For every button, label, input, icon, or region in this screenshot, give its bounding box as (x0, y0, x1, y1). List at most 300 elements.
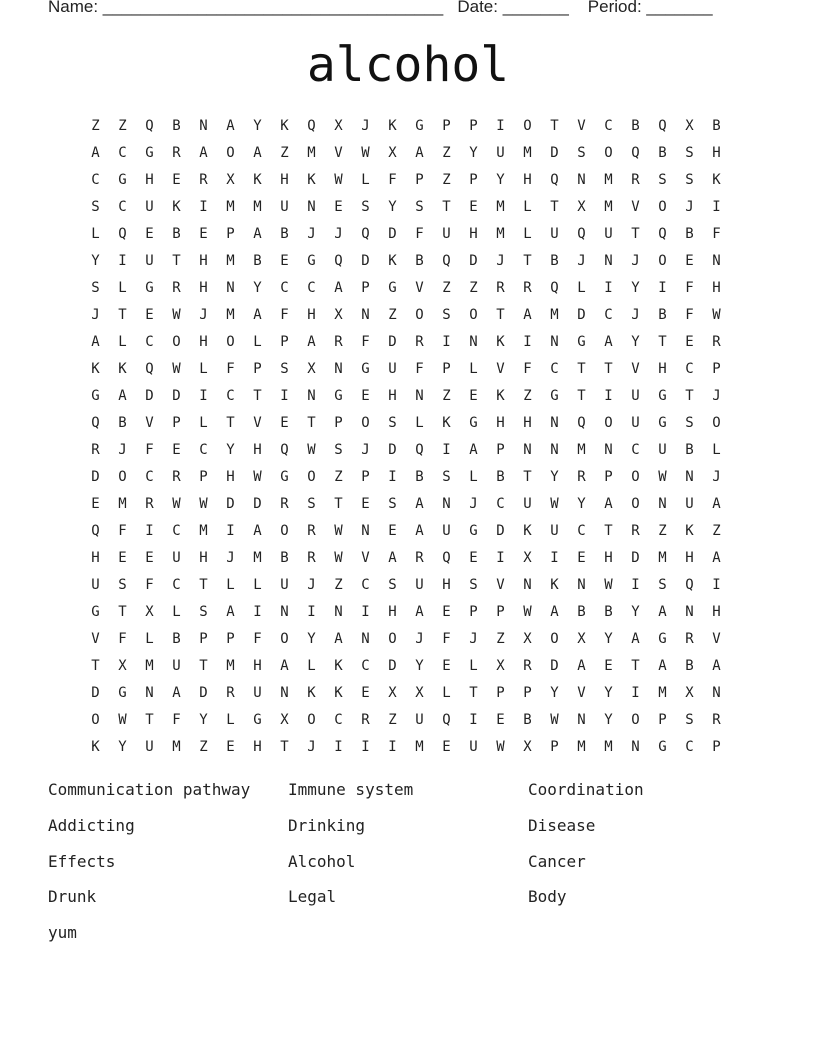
grid-letter[interactable]: X (577, 199, 586, 215)
grid-letter[interactable]: O (523, 118, 532, 134)
grid-letter[interactable]: I (550, 550, 559, 566)
grid-letter[interactable]: P (712, 739, 721, 755)
grid-letter[interactable]: I (361, 604, 370, 620)
grid-letter[interactable]: R (334, 334, 343, 350)
grid-letter[interactable]: X (685, 685, 694, 701)
grid-letter[interactable]: A (415, 604, 424, 620)
grid-letter[interactable]: G (118, 685, 127, 701)
grid-letter[interactable]: Z (388, 307, 397, 323)
grid-letter[interactable]: J (631, 307, 640, 323)
grid-letter[interactable]: E (442, 658, 451, 674)
grid-letter[interactable]: V (91, 631, 100, 647)
grid-letter[interactable]: Q (442, 550, 451, 566)
grid-letter[interactable]: W (334, 523, 343, 539)
grid-letter[interactable]: N (712, 685, 721, 701)
grid-letter[interactable]: F (280, 307, 289, 323)
grid-letter[interactable]: N (712, 253, 721, 269)
grid-letter[interactable]: L (253, 334, 262, 350)
grid-letter[interactable]: M (145, 658, 154, 674)
grid-letter[interactable]: H (226, 469, 235, 485)
grid-letter[interactable]: A (253, 307, 262, 323)
grid-letter[interactable]: E (172, 442, 181, 458)
grid-letter[interactable]: S (361, 199, 370, 215)
grid-letter[interactable]: N (577, 712, 586, 728)
grid-letter[interactable]: G (550, 388, 559, 404)
grid-letter[interactable]: I (631, 577, 640, 593)
grid-letter[interactable]: P (442, 118, 451, 134)
grid-letter[interactable]: H (712, 280, 721, 296)
grid-letter[interactable]: B (604, 604, 613, 620)
grid-letter[interactable]: H (496, 415, 505, 431)
grid-letter[interactable]: E (577, 550, 586, 566)
grid-letter[interactable]: X (226, 172, 235, 188)
grid-letter[interactable]: Z (496, 631, 505, 647)
grid-letter[interactable]: Q (91, 415, 100, 431)
grid-letter[interactable]: P (361, 280, 370, 296)
grid-letter[interactable]: W (172, 496, 181, 512)
grid-letter[interactable]: I (604, 280, 613, 296)
grid-letter[interactable]: Y (604, 712, 613, 728)
grid-letter[interactable]: R (199, 172, 208, 188)
grid-letter[interactable]: N (415, 388, 424, 404)
grid-letter[interactable]: U (442, 226, 451, 242)
grid-letter[interactable]: C (685, 739, 694, 755)
grid-letter[interactable]: A (415, 523, 424, 539)
grid-letter[interactable]: J (361, 118, 370, 134)
grid-letter[interactable]: K (388, 253, 397, 269)
grid-letter[interactable]: P (172, 415, 181, 431)
grid-letter[interactable]: L (118, 334, 127, 350)
grid-letter[interactable]: T (658, 334, 667, 350)
grid-letter[interactable]: C (199, 442, 208, 458)
grid-letter[interactable]: A (658, 658, 667, 674)
grid-letter[interactable]: S (685, 415, 694, 431)
grid-letter[interactable]: I (712, 199, 721, 215)
grid-letter[interactable]: K (496, 388, 505, 404)
grid-letter[interactable]: Q (415, 442, 424, 458)
grid-letter[interactable]: Y (550, 685, 559, 701)
grid-letter[interactable]: J (631, 253, 640, 269)
grid-letter[interactable]: I (253, 604, 262, 620)
grid-letter[interactable]: O (91, 712, 100, 728)
grid-letter[interactable]: H (199, 253, 208, 269)
grid-letter[interactable]: K (253, 172, 262, 188)
grid-letter[interactable]: A (523, 307, 532, 323)
grid-letter[interactable]: T (118, 604, 127, 620)
grid-letter[interactable]: X (334, 118, 343, 134)
grid-letter[interactable]: E (334, 199, 343, 215)
grid-letter[interactable]: U (604, 226, 613, 242)
grid-letter[interactable]: M (604, 172, 613, 188)
grid-letter[interactable]: O (604, 145, 613, 161)
grid-letter[interactable]: X (523, 631, 532, 647)
grid-letter[interactable]: L (307, 658, 316, 674)
grid-letter[interactable]: T (280, 739, 289, 755)
grid-letter[interactable]: N (280, 604, 289, 620)
grid-letter[interactable]: H (253, 658, 262, 674)
grid-letter[interactable]: C (172, 523, 181, 539)
grid-letter[interactable]: A (469, 442, 478, 458)
grid-letter[interactable]: R (361, 712, 370, 728)
grid-letter[interactable]: B (685, 658, 694, 674)
grid-letter[interactable]: I (307, 604, 316, 620)
grid-letter[interactable]: U (469, 739, 478, 755)
grid-letter[interactable]: H (199, 334, 208, 350)
grid-letter[interactable]: M (658, 685, 667, 701)
grid-letter[interactable]: Y (199, 712, 208, 728)
grid-letter[interactable]: X (307, 361, 316, 377)
grid-letter[interactable]: E (145, 550, 154, 566)
grid-letter[interactable]: S (658, 577, 667, 593)
grid-letter[interactable]: V (361, 550, 370, 566)
grid-letter[interactable]: J (469, 496, 478, 512)
grid-letter[interactable]: C (145, 469, 154, 485)
grid-letter[interactable]: Z (334, 469, 343, 485)
grid-letter[interactable]: X (415, 685, 424, 701)
grid-letter[interactable]: C (361, 577, 370, 593)
grid-letter[interactable]: B (712, 118, 721, 134)
grid-letter[interactable]: A (604, 496, 613, 512)
grid-letter[interactable]: I (442, 334, 451, 350)
grid-letter[interactable]: I (145, 523, 154, 539)
name-field-label[interactable]: Name: ____________________________________ (48, 0, 444, 16)
grid-letter[interactable]: C (118, 199, 127, 215)
grid-letter[interactable]: R (172, 145, 181, 161)
grid-letter[interactable]: U (442, 523, 451, 539)
grid-letter[interactable]: P (442, 361, 451, 377)
grid-letter[interactable]: P (280, 334, 289, 350)
grid-letter[interactable]: F (361, 334, 370, 350)
grid-letter[interactable]: C (118, 145, 127, 161)
grid-letter[interactable]: V (712, 631, 721, 647)
grid-letter[interactable]: F (145, 577, 154, 593)
grid-letter[interactable]: O (712, 415, 721, 431)
grid-letter[interactable]: F (118, 631, 127, 647)
grid-letter[interactable]: G (388, 280, 397, 296)
grid-letter[interactable]: O (280, 631, 289, 647)
grid-letter[interactable]: H (253, 442, 262, 458)
grid-letter[interactable]: Q (361, 226, 370, 242)
grid-letter[interactable]: N (604, 253, 613, 269)
grid-letter[interactable]: N (685, 604, 694, 620)
grid-letter[interactable]: V (334, 145, 343, 161)
grid-letter[interactable]: I (496, 118, 505, 134)
grid-letter[interactable]: E (280, 415, 289, 431)
grid-letter[interactable]: F (253, 631, 262, 647)
grid-letter[interactable]: O (388, 631, 397, 647)
grid-letter[interactable]: T (523, 469, 532, 485)
grid-letter[interactable]: U (415, 712, 424, 728)
grid-letter[interactable]: H (523, 415, 532, 431)
grid-letter[interactable]: M (577, 442, 586, 458)
grid-letter[interactable]: T (523, 253, 532, 269)
grid-letter[interactable]: Q (658, 118, 667, 134)
grid-letter[interactable]: E (91, 496, 100, 512)
grid-letter[interactable]: P (469, 172, 478, 188)
grid-letter[interactable]: T (469, 685, 478, 701)
grid-letter[interactable]: Y (631, 604, 640, 620)
grid-letter[interactable]: R (172, 280, 181, 296)
grid-letter[interactable]: O (280, 523, 289, 539)
grid-letter[interactable]: D (253, 496, 262, 512)
grid-letter[interactable]: N (361, 523, 370, 539)
grid-letter[interactable]: O (307, 469, 316, 485)
grid-letter[interactable]: R (415, 334, 424, 350)
grid-letter[interactable]: U (145, 253, 154, 269)
grid-letter[interactable]: W (712, 307, 721, 323)
grid-letter[interactable]: E (685, 253, 694, 269)
grid-letter[interactable]: N (226, 280, 235, 296)
grid-letter[interactable]: S (388, 415, 397, 431)
grid-letter[interactable]: T (199, 577, 208, 593)
grid-letter[interactable]: C (496, 496, 505, 512)
grid-letter[interactable]: A (712, 658, 721, 674)
grid-letter[interactable]: U (658, 442, 667, 458)
grid-letter[interactable]: G (91, 604, 100, 620)
grid-letter[interactable]: C (226, 388, 235, 404)
grid-letter[interactable]: U (145, 199, 154, 215)
grid-letter[interactable]: C (361, 658, 370, 674)
grid-letter[interactable]: S (577, 145, 586, 161)
grid-letter[interactable]: S (685, 172, 694, 188)
grid-letter[interactable]: Q (334, 253, 343, 269)
grid-letter[interactable]: D (550, 658, 559, 674)
grid-letter[interactable]: V (145, 415, 154, 431)
grid-letter[interactable]: D (388, 334, 397, 350)
grid-letter[interactable]: J (199, 307, 208, 323)
grid-letter[interactable]: Q (145, 361, 154, 377)
grid-letter[interactable]: S (685, 145, 694, 161)
grid-letter[interactable]: R (631, 523, 640, 539)
grid-letter[interactable]: N (604, 442, 613, 458)
grid-letter[interactable]: L (199, 415, 208, 431)
grid-letter[interactable]: B (550, 253, 559, 269)
grid-letter[interactable]: G (253, 712, 262, 728)
grid-letter[interactable]: M (577, 739, 586, 755)
grid-letter[interactable]: U (145, 739, 154, 755)
grid-letter[interactable]: A (199, 145, 208, 161)
grid-letter[interactable]: M (253, 199, 262, 215)
grid-letter[interactable]: A (577, 658, 586, 674)
grid-letter[interactable]: Z (334, 577, 343, 593)
grid-letter[interactable]: R (307, 550, 316, 566)
grid-letter[interactable]: I (226, 523, 235, 539)
grid-letter[interactable]: I (280, 388, 289, 404)
grid-letter[interactable]: A (226, 604, 235, 620)
grid-letter[interactable]: S (91, 199, 100, 215)
grid-letter[interactable]: V (415, 280, 424, 296)
grid-letter[interactable]: X (118, 658, 127, 674)
grid-letter[interactable]: I (199, 199, 208, 215)
grid-letter[interactable]: D (388, 442, 397, 458)
grid-letter[interactable]: X (388, 145, 397, 161)
grid-letter[interactable]: Q (577, 226, 586, 242)
grid-letter[interactable]: N (307, 388, 316, 404)
grid-letter[interactable]: P (361, 469, 370, 485)
grid-letter[interactable]: M (226, 307, 235, 323)
grid-letter[interactable]: Q (550, 172, 559, 188)
grid-letter[interactable]: B (118, 415, 127, 431)
grid-letter[interactable]: G (280, 469, 289, 485)
grid-letter[interactable]: D (577, 307, 586, 323)
grid-letter[interactable]: Z (658, 523, 667, 539)
grid-letter[interactable]: D (496, 523, 505, 539)
grid-letter[interactable]: S (307, 496, 316, 512)
grid-letter[interactable]: L (712, 442, 721, 458)
grid-letter[interactable]: B (172, 118, 181, 134)
grid-letter[interactable]: D (91, 469, 100, 485)
grid-letter[interactable]: X (685, 118, 694, 134)
grid-letter[interactable]: J (712, 469, 721, 485)
grid-letter[interactable]: J (469, 631, 478, 647)
grid-letter[interactable]: M (496, 226, 505, 242)
grid-letter[interactable]: S (91, 280, 100, 296)
grid-letter[interactable]: T (631, 658, 640, 674)
grid-letter[interactable]: H (685, 550, 694, 566)
grid-letter[interactable]: M (199, 523, 208, 539)
grid-letter[interactable]: U (523, 496, 532, 512)
grid-letter[interactable]: A (604, 334, 613, 350)
grid-letter[interactable]: H (523, 172, 532, 188)
grid-letter[interactable]: Z (442, 172, 451, 188)
grid-letter[interactable]: Z (712, 523, 721, 539)
grid-letter[interactable]: L (118, 280, 127, 296)
grid-letter[interactable]: S (388, 577, 397, 593)
grid-letter[interactable]: N (550, 415, 559, 431)
grid-letter[interactable]: C (604, 118, 613, 134)
grid-letter[interactable]: P (334, 415, 343, 431)
grid-letter[interactable]: M (604, 739, 613, 755)
grid-letter[interactable]: J (685, 199, 694, 215)
grid-letter[interactable]: A (415, 145, 424, 161)
grid-letter[interactable]: T (172, 253, 181, 269)
grid-letter[interactable]: I (388, 469, 397, 485)
grid-letter[interactable]: A (712, 496, 721, 512)
grid-letter[interactable]: Y (118, 739, 127, 755)
grid-letter[interactable]: O (118, 469, 127, 485)
grid-letter[interactable]: J (91, 307, 100, 323)
grid-letter[interactable]: S (442, 469, 451, 485)
grid-letter[interactable]: O (415, 307, 424, 323)
grid-letter[interactable]: A (307, 334, 316, 350)
grid-letter[interactable]: M (226, 199, 235, 215)
grid-letter[interactable]: K (442, 415, 451, 431)
grid-letter[interactable]: Z (388, 712, 397, 728)
grid-letter[interactable]: G (415, 118, 424, 134)
grid-letter[interactable]: A (253, 523, 262, 539)
grid-letter[interactable]: A (226, 118, 235, 134)
grid-letter[interactable]: T (604, 523, 613, 539)
grid-letter[interactable]: J (361, 442, 370, 458)
grid-letter[interactable]: U (280, 199, 289, 215)
grid-letter[interactable]: Z (280, 145, 289, 161)
grid-letter[interactable]: Y (604, 685, 613, 701)
grid-letter[interactable]: Q (442, 253, 451, 269)
grid-letter[interactable]: I (118, 253, 127, 269)
grid-letter[interactable]: W (118, 712, 127, 728)
grid-letter[interactable]: Z (469, 280, 478, 296)
grid-letter[interactable]: D (199, 685, 208, 701)
grid-letter[interactable]: L (523, 199, 532, 215)
grid-letter[interactable]: I (469, 712, 478, 728)
grid-letter[interactable]: F (226, 361, 235, 377)
grid-letter[interactable]: O (604, 415, 613, 431)
grid-letter[interactable]: F (712, 226, 721, 242)
grid-letter[interactable]: C (577, 523, 586, 539)
grid-letter[interactable]: K (307, 172, 316, 188)
grid-letter[interactable]: G (577, 334, 586, 350)
grid-letter[interactable]: C (145, 334, 154, 350)
grid-letter[interactable]: F (415, 361, 424, 377)
grid-letter[interactable]: E (280, 253, 289, 269)
grid-letter[interactable]: Y (91, 253, 100, 269)
grid-letter[interactable]: U (253, 685, 262, 701)
grid-letter[interactable]: F (523, 361, 532, 377)
grid-letter[interactable]: G (91, 388, 100, 404)
grid-letter[interactable]: Z (91, 118, 100, 134)
grid-letter[interactable]: J (577, 253, 586, 269)
grid-letter[interactable]: M (604, 199, 613, 215)
grid-letter[interactable]: B (658, 307, 667, 323)
grid-letter[interactable]: R (280, 496, 289, 512)
grid-letter[interactable]: V (577, 118, 586, 134)
grid-letter[interactable]: D (91, 685, 100, 701)
grid-letter[interactable]: E (145, 226, 154, 242)
grid-letter[interactable]: Q (442, 712, 451, 728)
grid-letter[interactable]: P (469, 118, 478, 134)
grid-letter[interactable]: Y (415, 658, 424, 674)
grid-letter[interactable]: N (523, 442, 532, 458)
grid-letter[interactable]: L (91, 226, 100, 242)
grid-letter[interactable]: H (199, 280, 208, 296)
grid-letter[interactable]: Q (91, 523, 100, 539)
grid-letter[interactable]: I (658, 280, 667, 296)
grid-letter[interactable]: P (469, 604, 478, 620)
grid-letter[interactable]: Y (550, 469, 559, 485)
grid-letter[interactable]: T (550, 199, 559, 215)
grid-letter[interactable]: E (469, 199, 478, 215)
grid-letter[interactable]: A (91, 145, 100, 161)
grid-letter[interactable]: V (496, 361, 505, 377)
grid-letter[interactable]: Z (442, 388, 451, 404)
grid-letter[interactable]: J (226, 550, 235, 566)
grid-letter[interactable]: O (658, 199, 667, 215)
grid-letter[interactable]: K (496, 334, 505, 350)
grid-letter[interactable]: K (523, 523, 532, 539)
grid-letter[interactable]: W (172, 307, 181, 323)
grid-letter[interactable]: G (361, 361, 370, 377)
grid-letter[interactable]: U (496, 145, 505, 161)
grid-letter[interactable]: T (145, 712, 154, 728)
grid-letter[interactable]: N (523, 577, 532, 593)
grid-letter[interactable]: J (307, 739, 316, 755)
grid-letter[interactable]: U (388, 361, 397, 377)
grid-letter[interactable]: D (469, 253, 478, 269)
grid-letter[interactable]: E (361, 388, 370, 404)
grid-letter[interactable]: H (307, 307, 316, 323)
grid-letter[interactable]: B (685, 442, 694, 458)
grid-letter[interactable]: N (658, 496, 667, 512)
grid-letter[interactable]: E (604, 658, 613, 674)
grid-letter[interactable]: U (685, 496, 694, 512)
grid-letter[interactable]: A (388, 550, 397, 566)
grid-letter[interactable]: R (496, 280, 505, 296)
grid-letter[interactable]: Z (442, 145, 451, 161)
grid-letter[interactable]: N (145, 685, 154, 701)
grid-letter[interactable]: A (253, 145, 262, 161)
grid-letter[interactable]: W (253, 469, 262, 485)
grid-letter[interactable]: K (307, 685, 316, 701)
